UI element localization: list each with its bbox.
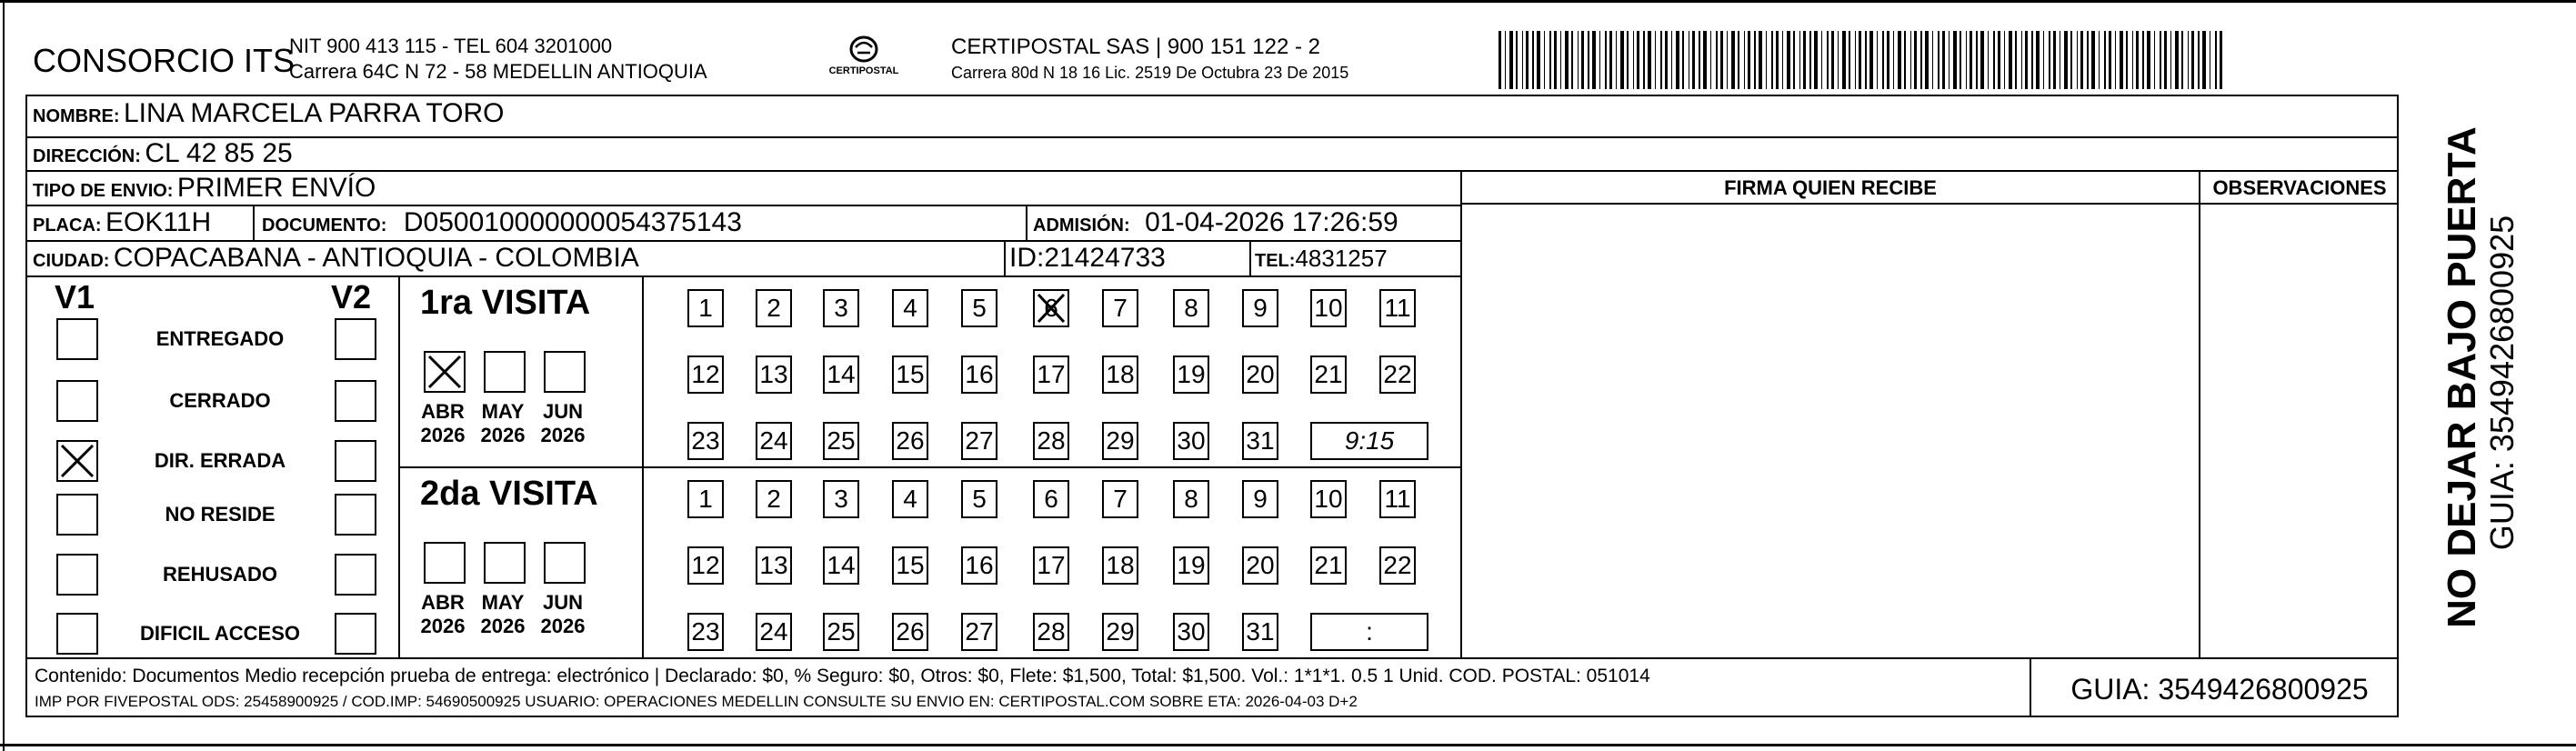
day-box[interactable]: 14 xyxy=(823,546,859,585)
direccion-row xyxy=(33,138,293,169)
barcode-bar xyxy=(1960,31,1961,89)
admision-row xyxy=(1033,207,1398,238)
col-divider xyxy=(253,205,255,240)
day-box[interactable]: 5 xyxy=(961,289,997,327)
day-box[interactable]: 3 xyxy=(823,289,859,327)
day-box[interactable]: 12 xyxy=(687,355,724,394)
ciudad-row xyxy=(33,243,639,274)
no-dejar-text: NO DEJAR BAJO PUERTA xyxy=(2440,126,2484,628)
admision-label: ADMISIÓN: xyxy=(1033,215,1130,235)
barcode-bar xyxy=(1710,31,1711,89)
side-guia-text: GUIA: 3549426800925 xyxy=(2483,215,2521,551)
day-box[interactable]: 7 xyxy=(1102,289,1138,327)
day-box[interactable]: 8 xyxy=(1173,480,1209,518)
placa-label: PLACA: xyxy=(33,215,102,235)
barcode-bar xyxy=(2049,31,2050,89)
barcode-bar xyxy=(2147,31,2150,89)
day-box[interactable]: 17 xyxy=(1033,546,1069,585)
barcode-bar xyxy=(1509,31,1513,89)
day-box[interactable]: 1 xyxy=(687,289,724,327)
barcode-bar xyxy=(1609,31,1612,89)
barcode-bar xyxy=(1793,31,1795,89)
month-checkbox[interactable] xyxy=(544,542,586,584)
month-label: ABR xyxy=(421,400,465,423)
barcode-bar xyxy=(1516,31,1518,89)
barcode-bar xyxy=(1882,31,1884,89)
row-line xyxy=(25,657,2399,659)
col-divider xyxy=(2030,657,2031,717)
barcode-bar xyxy=(1980,31,1984,89)
barcode-bar xyxy=(1970,31,1972,89)
month-checkbox[interactable] xyxy=(484,351,526,393)
v2-checkbox[interactable] xyxy=(335,440,376,482)
barcode-bar xyxy=(1522,31,1523,89)
day-box[interactable]: 10 xyxy=(1310,289,1347,327)
v1-checkbox[interactable] xyxy=(56,613,98,655)
barcode-bar xyxy=(2036,31,2040,89)
logo-text: CERTIPOSTAL xyxy=(828,65,899,76)
day-box[interactable]: 11 xyxy=(1379,289,1416,327)
x-mark-icon xyxy=(1035,291,1067,325)
v2-label: V2 xyxy=(331,278,372,315)
barcode-bar xyxy=(2070,31,2072,89)
placa-row xyxy=(33,207,211,238)
year-label: 2026 xyxy=(540,424,586,446)
barcode-bar xyxy=(1671,31,1672,89)
month-checkbox[interactable] xyxy=(424,351,466,393)
day-box[interactable]: 30 xyxy=(1173,613,1209,651)
barcode-bar xyxy=(2202,31,2206,89)
day-box[interactable]: 24 xyxy=(756,613,792,651)
day-box[interactable]: 20 xyxy=(1242,355,1278,394)
barcode-bar xyxy=(1925,31,1929,89)
visit1-title: 1ra VISITA xyxy=(420,284,591,322)
day-box[interactable]: 27 xyxy=(961,422,997,460)
barcode-bar xyxy=(1966,31,1967,89)
barcode-bar xyxy=(2104,31,2106,89)
month-checkbox[interactable] xyxy=(544,351,586,393)
day-box[interactable]: 19 xyxy=(1173,355,1209,394)
company-line1: NIT 900 413 115 - TEL 604 3201000 xyxy=(289,35,613,57)
day-box[interactable]: 18 xyxy=(1102,546,1138,585)
month-checkbox[interactable] xyxy=(424,542,466,584)
barcode-bar xyxy=(1599,31,1600,89)
barcode-bar xyxy=(2215,31,2217,89)
day-box[interactable]: 10 xyxy=(1310,480,1347,518)
barcode-bar xyxy=(2031,31,2033,89)
barcode-bar xyxy=(2154,31,2155,89)
barcode-bar xyxy=(2043,31,2044,89)
day-box[interactable]: 6 xyxy=(1033,480,1069,518)
day-box[interactable]: 2 xyxy=(756,289,792,327)
day-box[interactable]: 21 xyxy=(1310,546,1347,585)
barcode-bar xyxy=(1855,31,1856,89)
day-box[interactable]: 14 xyxy=(823,355,859,394)
day-box[interactable]: 28 xyxy=(1033,422,1069,460)
day-box[interactable]: 29 xyxy=(1102,422,1138,460)
id-label: ID: xyxy=(1009,243,1045,273)
top-border xyxy=(0,0,2576,3)
day-box[interactable]: 22 xyxy=(1379,546,1416,585)
barcode-bar xyxy=(2064,31,2068,89)
barcode-bar xyxy=(1754,31,1756,89)
day-box[interactable]: 31 xyxy=(1242,613,1278,651)
v1-checkbox[interactable] xyxy=(56,554,98,596)
barcode-bar xyxy=(1581,31,1584,89)
barcode-bar xyxy=(1849,31,1850,89)
day-box[interactable]: 24 xyxy=(756,422,792,460)
day-box[interactable]: 28 xyxy=(1033,613,1069,651)
day-box[interactable]: 23 xyxy=(687,613,724,651)
firma-label: FIRMA QUIEN RECIBE xyxy=(1724,176,1937,199)
documento-value: D050010000000054375143 xyxy=(403,207,742,237)
carrier-line1: CERTIPOSTAL SAS | 900 151 122 - 2 xyxy=(951,35,1320,59)
barcode-bar xyxy=(1910,31,1911,89)
day-box[interactable]: 13 xyxy=(756,546,792,585)
day-box[interactable]: 15 xyxy=(892,546,928,585)
barcode-bar xyxy=(1565,31,1569,89)
barcode-bar xyxy=(1865,31,1867,89)
x-mark-icon xyxy=(58,442,96,480)
tipo-label: TIPO DE ENVIO: xyxy=(33,181,174,201)
v2-checkbox[interactable] xyxy=(335,554,376,596)
day-box[interactable]: 31 xyxy=(1242,422,1278,460)
direccion-value: CL 42 85 25 xyxy=(145,138,293,168)
v2-checkbox[interactable] xyxy=(335,613,376,655)
barcode-bar xyxy=(1703,31,1707,89)
barcode-bar xyxy=(2080,31,2083,89)
day-box[interactable]: 6 xyxy=(1033,289,1069,327)
barcode-bar xyxy=(2053,31,2056,89)
day-box[interactable]: 1 xyxy=(687,480,724,518)
status-option-label: CERRADO xyxy=(169,389,271,412)
day-box[interactable]: 8 xyxy=(1173,289,1209,327)
barcode-bar xyxy=(2188,31,2189,89)
barcode-bar xyxy=(1643,31,1645,89)
barcode-bar xyxy=(1637,31,1639,89)
barcode-bar xyxy=(1869,31,1873,89)
barcode-bar xyxy=(1942,31,1945,89)
barcode-bar xyxy=(1549,31,1551,89)
day-box[interactable]: 11 xyxy=(1379,480,1416,518)
tipo-row xyxy=(33,173,376,204)
barcode-bar xyxy=(1571,31,1573,89)
status-option-label: REHUSADO xyxy=(163,563,277,586)
barcode-bar xyxy=(1893,31,1894,89)
barcode-bar xyxy=(1859,31,1861,89)
day-box[interactable]: 15 xyxy=(892,355,928,394)
footer-line1: Contenido: Documentos Medio recepción prueba de entrega: electrónico | Declarado: $0, % Seguro: $0, Otros: $0, Flete: $1,500, Total: $1,500. Vol.: 1*1*1. 0.5 1 Unid. COD. POSTAL: 051014 xyxy=(35,666,1650,686)
bottom-border xyxy=(0,744,2576,746)
month-label: JUN xyxy=(542,591,583,614)
day-box[interactable]: 27 xyxy=(961,613,997,651)
id-value: 21424733 xyxy=(1044,243,1166,273)
day-box[interactable]: 22 xyxy=(1379,355,1416,394)
barcode-bar xyxy=(1898,31,1901,89)
barcode-bar xyxy=(1665,31,1668,89)
day-box[interactable]: 23 xyxy=(687,422,724,460)
barcode-bar xyxy=(1627,31,1629,89)
barcode-bar xyxy=(1537,31,1540,89)
year-label: 2026 xyxy=(480,424,526,446)
day-box[interactable]: 13 xyxy=(756,355,792,394)
tel-row xyxy=(1255,245,1388,273)
barcode-bar xyxy=(1904,31,1906,89)
barcode-bar xyxy=(1932,31,1933,89)
barcode-bar xyxy=(1544,31,1545,89)
barcode-bar xyxy=(2115,31,2116,89)
barcode-bar xyxy=(1821,31,1822,89)
day-box[interactable]: 2 xyxy=(756,480,792,518)
barcode-bar xyxy=(1699,31,1700,89)
company-line2: Carrera 64C N 72 - 58 MEDELLIN ANTIOQUIA xyxy=(289,60,707,83)
day-box[interactable]: 3 xyxy=(823,480,859,518)
barcode-bar xyxy=(1938,31,1940,89)
day-box[interactable]: 26 xyxy=(892,422,928,460)
barcode-bar xyxy=(2191,31,2194,89)
barcode-bar xyxy=(2021,31,2022,89)
barcode-bar xyxy=(1831,31,1834,89)
observaciones-label: OBSERVACIONES xyxy=(2212,176,2387,199)
barcode-bar xyxy=(1720,31,1723,89)
barcode-bar xyxy=(1809,31,1811,89)
barcode-bar xyxy=(2091,31,2095,89)
status-option-label: ENTREGADO xyxy=(155,327,285,350)
row-line xyxy=(25,240,1462,242)
day-box[interactable]: 25 xyxy=(823,422,859,460)
status-option-label: DIFICIL ACCESO xyxy=(139,622,300,645)
barcode-bar xyxy=(2099,31,2100,89)
barcode-bar xyxy=(2120,31,2123,89)
barcode-bar xyxy=(1605,31,1607,89)
barcode-bar xyxy=(1682,31,1684,89)
day-box[interactable]: 5 xyxy=(961,480,997,518)
barcode-bar xyxy=(1744,31,1745,89)
barcode-bar xyxy=(1620,31,1624,89)
barcode-bar xyxy=(1655,31,1656,89)
row-line xyxy=(25,205,1462,206)
row-line xyxy=(25,136,2399,138)
col-divider xyxy=(2199,170,2200,657)
day-box[interactable]: 18 xyxy=(1102,355,1138,394)
barcode-bar xyxy=(1782,31,1783,89)
col-divider xyxy=(1249,240,1251,275)
v2-checkbox[interactable] xyxy=(335,318,376,360)
day-box[interactable]: 19 xyxy=(1173,546,1209,585)
x-mark-icon xyxy=(426,353,464,391)
barcode-bar xyxy=(1676,31,1679,89)
month-label: MAY xyxy=(481,400,525,423)
barcode-bar xyxy=(1588,31,1589,89)
barcode-bar xyxy=(1648,31,1651,89)
col-divider xyxy=(1004,240,1006,275)
month-label: ABR xyxy=(421,591,465,614)
day-box[interactable]: 30 xyxy=(1173,422,1209,460)
barcode-bar xyxy=(1616,31,1617,89)
barcode-bar xyxy=(1505,31,1506,89)
barcode-bar xyxy=(1554,31,1557,89)
barcode-bar xyxy=(2142,31,2144,89)
barcode-bar xyxy=(2126,31,2128,89)
barcode-bar xyxy=(2004,31,2005,89)
visit2-title: 2da VISITA xyxy=(420,475,598,513)
id-row xyxy=(1009,243,1166,274)
barcode-bar xyxy=(2164,31,2167,89)
barcode-bar xyxy=(1578,31,1579,89)
barcode-bar xyxy=(2077,31,2078,89)
v1-checkbox[interactable] xyxy=(56,494,98,536)
barcode-bar xyxy=(2170,31,2171,89)
barcode-bar xyxy=(1660,31,1662,89)
left-border xyxy=(3,0,5,751)
v1-label: V1 xyxy=(55,278,95,315)
barcode-bar xyxy=(1532,31,1534,89)
barcode-bar xyxy=(1771,31,1773,89)
barcode-bar xyxy=(1787,31,1790,89)
barcode-bar xyxy=(1748,31,1750,89)
tel-value: 4831257 xyxy=(1295,245,1388,272)
ciudad-value: COPACABANA - ANTIOQUIA - COLOMBIA xyxy=(113,243,639,273)
v1-checkbox[interactable] xyxy=(56,318,98,360)
visit-mid-line xyxy=(398,466,1460,468)
admision-value: 01-04-2026 17:26:59 xyxy=(1145,207,1398,237)
barcode-bar xyxy=(2160,31,2161,89)
barcode-bar xyxy=(1633,31,1634,89)
nombre-value: LINA MARCELA PARRA TORO xyxy=(124,98,505,128)
day-box[interactable]: 9 xyxy=(1242,289,1278,327)
footer-guia: GUIA: 3549426800925 xyxy=(2070,673,2369,706)
side-panel xyxy=(2408,100,2571,646)
v1-checkbox[interactable] xyxy=(56,440,98,482)
day-box[interactable]: 7 xyxy=(1102,480,1138,518)
year-label: 2026 xyxy=(420,424,466,446)
barcode-bar xyxy=(1842,31,1846,89)
barcode-bar xyxy=(1776,31,1779,89)
day-box[interactable]: 4 xyxy=(892,289,928,327)
barcode-bar xyxy=(1953,31,1957,89)
barcode-bar xyxy=(1526,31,1529,89)
barcode-bar xyxy=(1827,31,1829,89)
barcode-bar xyxy=(1814,31,1818,89)
year-label: 2026 xyxy=(540,615,586,637)
month-label: MAY xyxy=(481,591,525,614)
status-option-label: NO RESIDE xyxy=(165,503,276,526)
barcode-bar xyxy=(1498,31,1501,89)
row-line xyxy=(25,275,1462,277)
barcode-bar xyxy=(1803,31,1806,89)
day-box[interactable]: 9 xyxy=(1242,480,1278,518)
day-box[interactable]: 21 xyxy=(1310,355,1347,394)
barcode-bar xyxy=(1877,31,1878,89)
placa-value: EOK11H xyxy=(105,207,212,237)
nombre-row xyxy=(33,98,504,129)
footer-line2: IMP POR FIVEPOSTAL ODS: 25458900925 / COD.IMP: 54690500925 USUARIO: OPERACIONES MEDELLIN CONSULTE SU ENVIO EN: CERTIPOSTAL.COM SOBRE ETA: 2026-04-03 D+2 xyxy=(35,693,1358,710)
nombre-label: NOMBRE: xyxy=(33,106,120,126)
barcode-bar xyxy=(2175,31,2179,89)
v2-checkbox[interactable] xyxy=(335,380,376,422)
barcode-bar xyxy=(1949,31,1950,89)
day-box[interactable]: 12 xyxy=(687,546,724,585)
barcode-bar xyxy=(2136,31,2139,89)
tel-label: TEL: xyxy=(1255,251,1296,271)
barcode-bar xyxy=(1993,31,1995,89)
barcode-bar xyxy=(1592,31,1596,89)
barcode-bar xyxy=(2009,31,2012,89)
carrier-line2: Carrera 80d N 18 16 Lic. 2519 De Octubra 23 De 2015 xyxy=(951,64,1349,82)
barcode-bar xyxy=(1766,31,1767,89)
certipostal-logo xyxy=(827,33,900,84)
barcode-bar xyxy=(1914,31,1917,89)
day-box[interactable]: 4 xyxy=(892,480,928,518)
company-name: CONSORCIO ITS xyxy=(33,42,296,79)
day-box[interactable]: 26 xyxy=(892,613,928,651)
barcode-bar xyxy=(1731,31,1735,89)
barcode-bar xyxy=(1976,31,1978,89)
documento-row xyxy=(262,207,742,238)
day-box[interactable]: 20 xyxy=(1242,546,1278,585)
barcode-bar xyxy=(2087,31,2089,89)
month-label: JUN xyxy=(542,400,583,423)
barcode-bar xyxy=(1920,31,1922,89)
month-checkbox[interactable] xyxy=(484,542,526,584)
day-box[interactable]: 17 xyxy=(1033,355,1069,394)
day-box[interactable]: 25 xyxy=(823,613,859,651)
ciudad-label: CIUDAD: xyxy=(33,251,110,271)
barcode-bar xyxy=(1727,31,1728,89)
barcode-bar xyxy=(2220,31,2222,89)
barcode-bar xyxy=(1692,31,1695,89)
barcode xyxy=(1498,31,2224,89)
barcode-bar xyxy=(2025,31,2028,89)
time-box[interactable]: 9:15 xyxy=(1310,422,1428,460)
barcode-bar xyxy=(1988,31,1989,89)
barcode-bar xyxy=(1838,31,1839,89)
year-label: 2026 xyxy=(420,615,466,637)
day-box[interactable]: 16 xyxy=(961,546,997,585)
col-divider xyxy=(1460,170,1462,657)
col-divider xyxy=(1026,205,1027,240)
barcode-bar xyxy=(2198,31,2200,89)
barcode-bar xyxy=(1998,31,2000,89)
barcode-bar xyxy=(1560,31,1561,89)
barcode-bar xyxy=(1716,31,1718,89)
v2-checkbox[interactable] xyxy=(335,494,376,536)
barcode-bar xyxy=(2109,31,2111,89)
v1-checkbox[interactable] xyxy=(56,380,98,422)
barcode-bar xyxy=(1738,31,1739,89)
status-option-label: DIR. ERRADA xyxy=(154,449,286,472)
tipo-value: PRIMER ENVÍO xyxy=(176,173,376,203)
barcode-bar xyxy=(2132,31,2133,89)
day-box[interactable]: 16 xyxy=(961,355,997,394)
barcode-bar xyxy=(1759,31,1762,89)
barcode-bar xyxy=(2015,31,2017,89)
day-box[interactable]: 29 xyxy=(1102,613,1138,651)
direccion-label: DIRECCIÓN: xyxy=(33,146,141,166)
time-box[interactable]: : xyxy=(1310,613,1428,651)
year-label: 2026 xyxy=(480,615,526,637)
barcode-bar xyxy=(2181,31,2183,89)
barcode-bar xyxy=(1887,31,1889,89)
barcode-bar xyxy=(1799,31,1800,89)
documento-label: DOCUMENTO: xyxy=(262,215,387,235)
